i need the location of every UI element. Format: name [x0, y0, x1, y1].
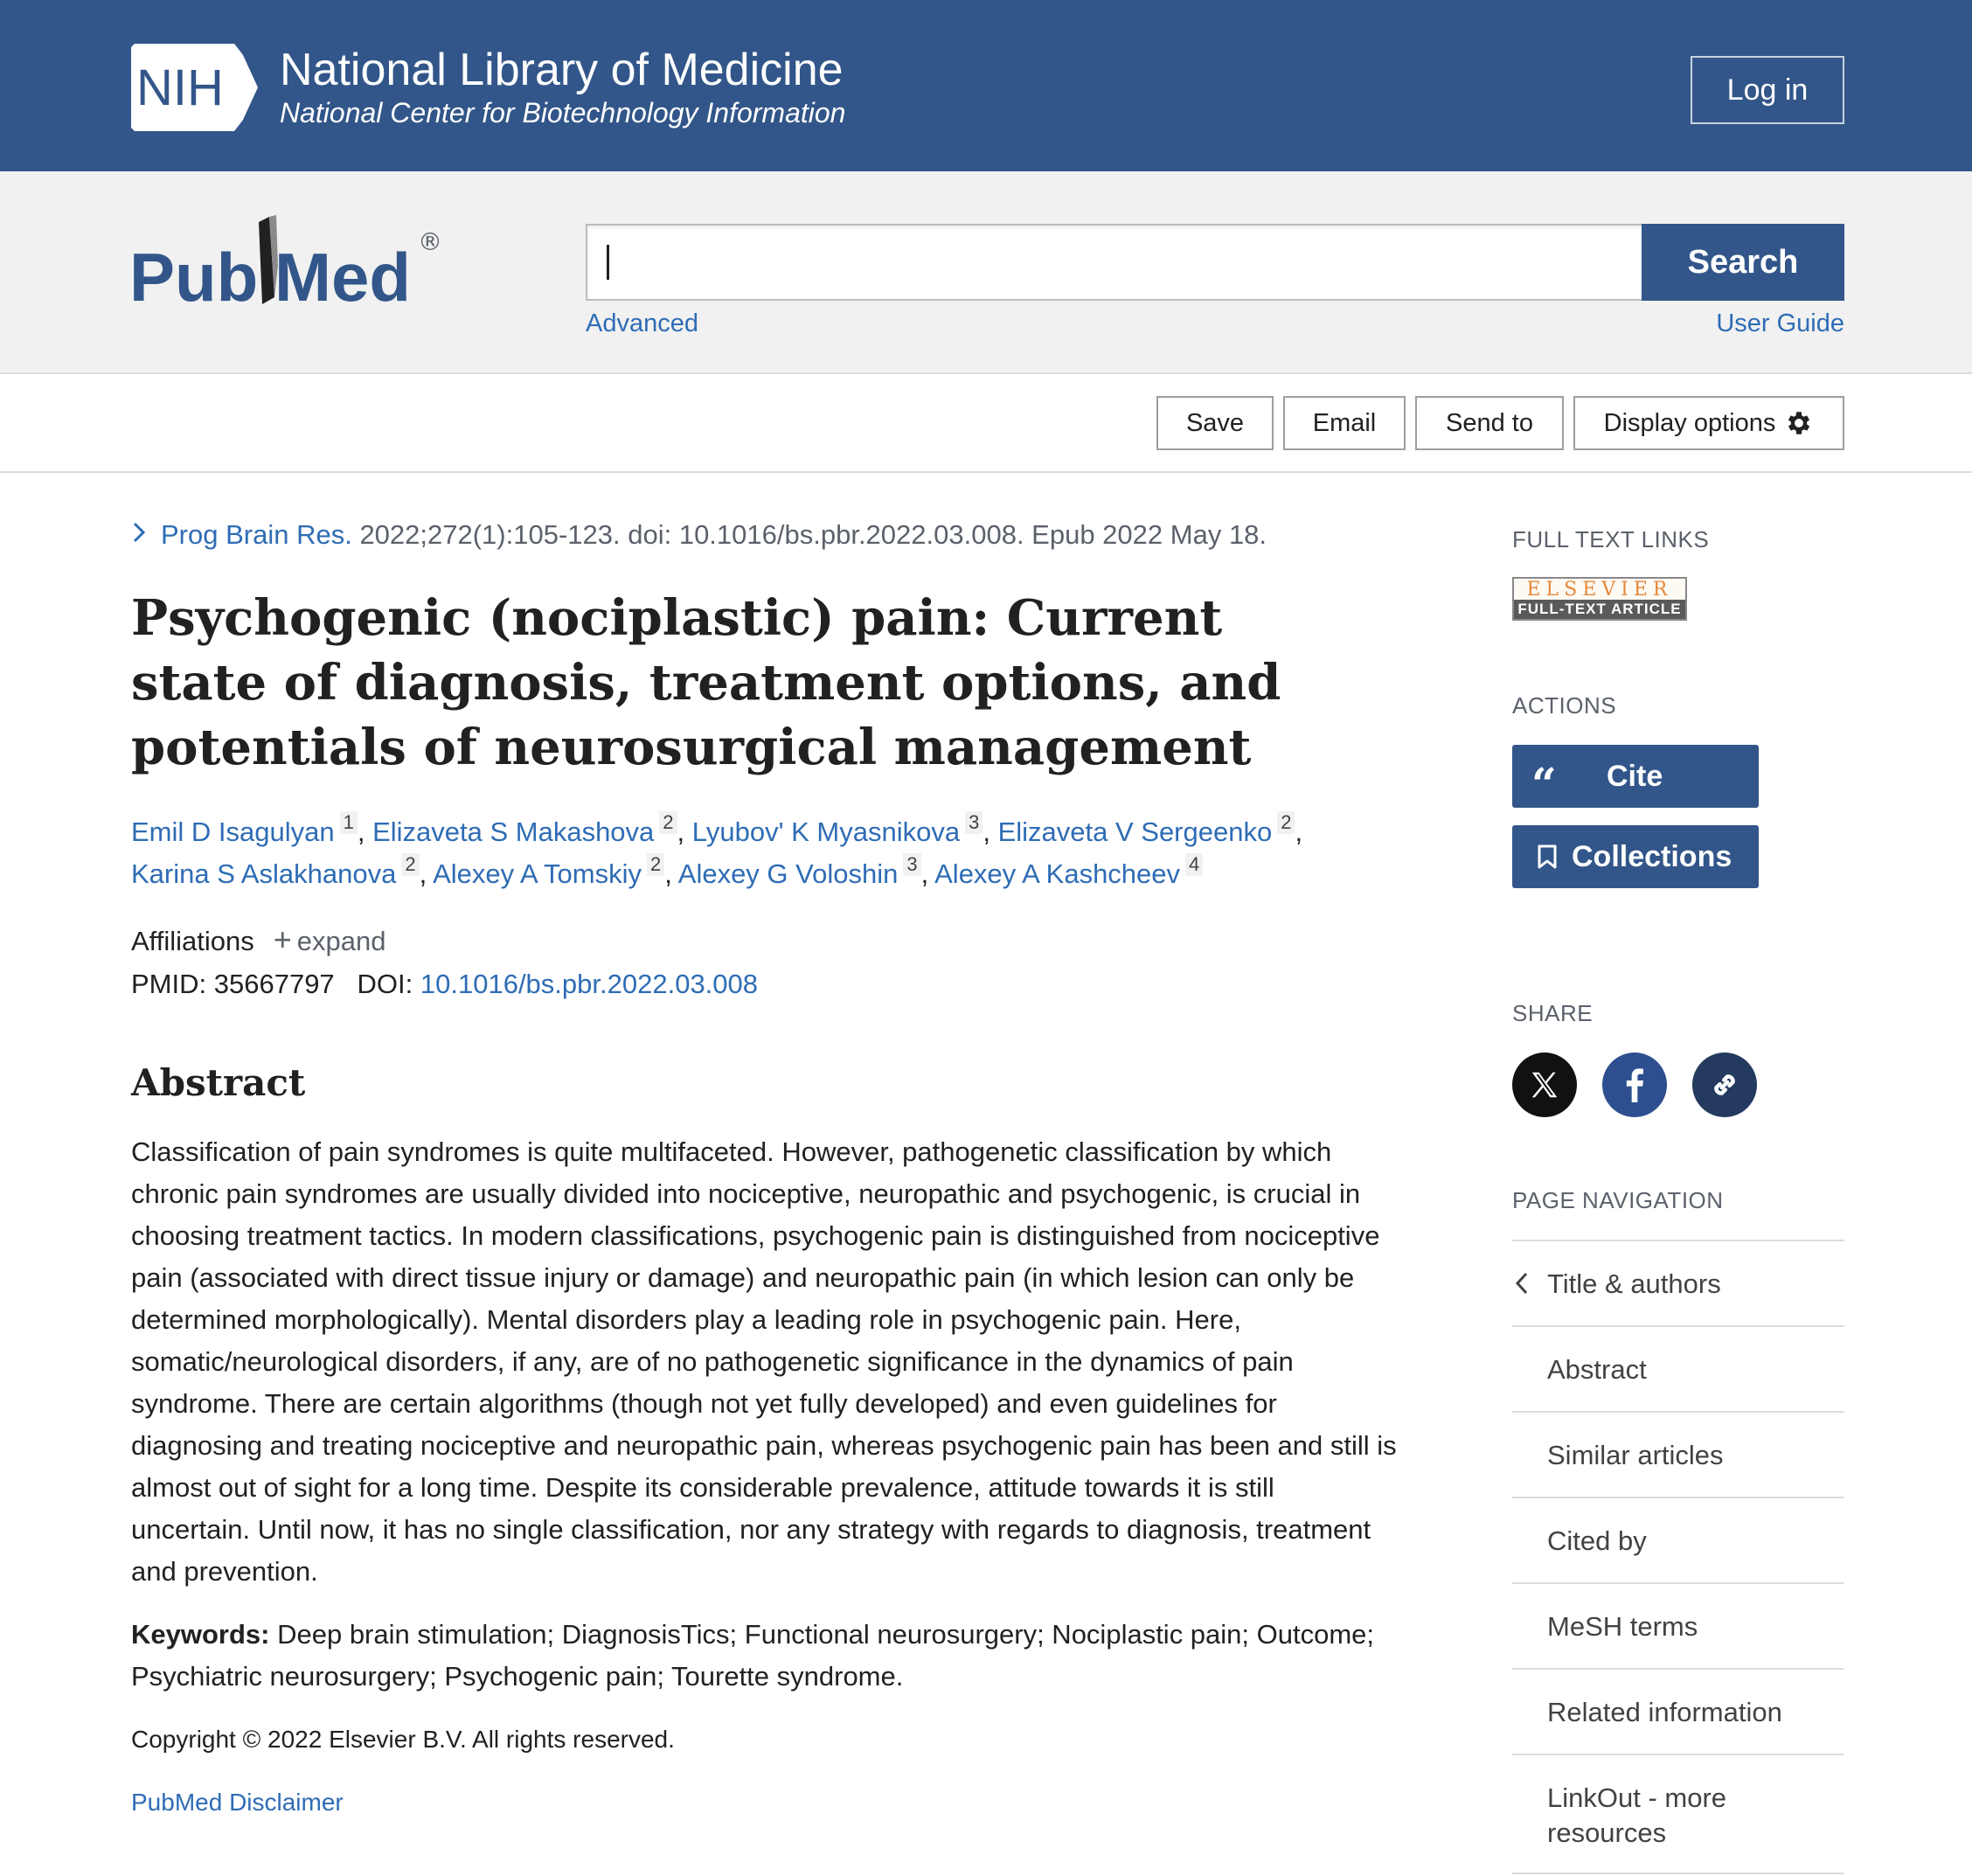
link-icon[interactable] [1692, 1053, 1757, 1117]
nav-linkout[interactable]: LinkOut - more resources [1547, 1782, 1727, 1848]
pmid-label: PMID: [131, 969, 207, 999]
text-caret [607, 245, 609, 280]
copyright-notice: Copyright © 2022 Elsevier B.V. All rights reserved. [131, 1726, 675, 1753]
citation-details: 2022;272(1):105-123. doi: 10.1016/bs.pbr.2022.03.008. Epub 2022 May 18. [351, 519, 1267, 550]
affiliation-number[interactable]: 2 [647, 853, 664, 876]
abstract-heading: Abstract [131, 1061, 306, 1104]
keywords-list: Deep brain stimulation; DiagnosisTics; Functional neurosurgery; Nociplastic pain; Outcome; Psychiatric neurosurgery; Psychogenic pain; Tourette syndrome. [131, 1619, 1375, 1692]
affiliation-number[interactable]: 2 [1277, 811, 1295, 834]
search-button[interactable]: Search [1642, 224, 1844, 301]
nav-mesh-terms[interactable]: MeSH terms [1547, 1611, 1698, 1642]
plus-icon[interactable]: + [273, 921, 292, 957]
identifiers-row [131, 969, 758, 1000]
actions-heading: ACTIONS [1512, 692, 1617, 719]
quote-icon: “ [1531, 758, 1557, 809]
author-list: Emil D Isagulyan $^1$ , Elizaveta S Makashova $^2$ , Lyubov' K Myasnikova $^3$ , Elizaveta V Sergeenko $^2$ , Karina S Aslakhanova $^2$ , Alexey A Tomskiy $^2$ , Alexey G Voloshin $^3$ , Alexey A Kashcheev $^4$ [131, 811, 1303, 889]
affiliation-number[interactable]: 4 [1185, 853, 1203, 876]
cite-label: Cite [1607, 759, 1663, 793]
nav-divider [1512, 1497, 1844, 1498]
display-options-button[interactable] [1573, 396, 1844, 450]
affiliation-number[interactable]: 3 [903, 853, 920, 876]
journal-link[interactable]: Prog Brain Res. [161, 519, 352, 550]
nav-title-authors[interactable]: Title & authors [1547, 1268, 1721, 1299]
user-guide-link[interactable]: User Guide [1716, 309, 1844, 337]
citation-line [131, 519, 1267, 551]
pmid-value: 35667797 [213, 969, 335, 999]
nav-divider [1512, 1873, 1844, 1874]
nav-divider [1512, 1325, 1844, 1327]
author-link[interactable]: Elizaveta S Makashova [372, 816, 655, 847]
facebook-icon[interactable] [1602, 1053, 1667, 1117]
full-text-links-heading: FULL TEXT LINKS [1512, 526, 1710, 552]
collections-button[interactable] [1512, 825, 1759, 888]
svg-text:®: ® [418, 227, 442, 256]
keywords-label: Keywords: [131, 1619, 270, 1650]
nav-divider [1512, 1411, 1844, 1413]
nih-title[interactable]: National Library of Medicine [280, 45, 844, 95]
display-options-label: Display options [1603, 408, 1776, 437]
bookmark-icon [1537, 844, 1558, 870]
chevron-left-icon [1514, 1271, 1531, 1296]
author-link[interactable]: Lyubov' K Myasnikova [691, 816, 961, 847]
abstract-text: Classification of pain syndromes is quite multifaceted. However, pathogenetic classification by which chronic pain syndromes are usually divided into nociceptive, neuropathic and psychogenic, is crucial in choosing treatment tactics. In modern classifications, psychogenic pain is distinguished from nociceptive pain (associated with direct tissue injury or damage) and neuropathic pain (in which lesion can only be determined morphologically). Mental disorders play a leading role in psychogenic pain. Here, somatic/neurological disorders, if any, are of no pathogenetic significance in the dynamics of pain syndrome. There are certain algorithms (though not yet fully developed) and even guidelines for diagnosing and treating nociceptive and neuropathic pain, whereas psychogenic pain has been and still is almost out of sight for a long time. Despite its considerable prevalence, attitude towards it is still uncertain. Until now, it has no single classification, nor any strategy with regards to diagnosis, treatment and prevention. [131, 1136, 1397, 1587]
chevron-right-icon[interactable] [131, 519, 150, 551]
doi-link[interactable]: 10.1016/bs.pbr.2022.03.008 [420, 969, 759, 999]
pubmed-logo[interactable] [129, 213, 453, 325]
cite-button[interactable] [1512, 745, 1759, 808]
author-link[interactable]: Alexey A Tomskiy [433, 858, 642, 889]
advanced-search-link[interactable]: Advanced [586, 309, 698, 337]
doi-label: DOI: [357, 969, 413, 999]
author-link[interactable]: Elizaveta V Sergeenko [997, 816, 1273, 847]
author-link[interactable]: Alexey A Kashcheev [934, 858, 1181, 889]
nav-related-information[interactable]: Related information [1547, 1697, 1782, 1727]
affiliation-number[interactable]: 1 [340, 811, 358, 834]
author-link[interactable]: Karina S Aslakhanova [131, 858, 397, 889]
affiliation-number[interactable]: 2 [659, 811, 677, 834]
keywords [131, 1614, 1399, 1698]
nih-subtitle[interactable]: National Center for Biotechnology Information [280, 97, 846, 129]
nav-divider [1512, 1582, 1844, 1584]
nav-divider [1512, 1668, 1844, 1670]
elsevier-full-text-link[interactable] [1512, 577, 1687, 621]
login-button[interactable]: Log in [1691, 56, 1844, 124]
affiliation-number[interactable]: 2 [401, 853, 419, 876]
affiliation-number[interactable]: 3 [965, 811, 983, 834]
article-title: Psychogenic (nociplastic) pain: Current state of diagnosis, treatment options, and potentials of neurosurgical management [131, 589, 1281, 776]
save-button[interactable]: Save [1156, 396, 1274, 450]
search-input[interactable] [586, 224, 1643, 301]
share-heading: SHARE [1512, 1000, 1594, 1026]
expand-affiliations-toggle[interactable]: expand [296, 926, 386, 956]
x-icon[interactable] [1512, 1053, 1577, 1117]
collections-label: Collections [1572, 839, 1732, 873]
nav-divider [1512, 1754, 1844, 1755]
pubmed-disclaimer-link[interactable]: PubMed Disclaimer [131, 1789, 344, 1816]
page-navigation-heading: PAGE NAVIGATION [1512, 1187, 1724, 1213]
svg-text:Pub: Pub [129, 239, 259, 316]
nih-logo[interactable] [131, 44, 268, 131]
nav-cited-by[interactable]: Cited by [1547, 1525, 1647, 1556]
affiliations-row [131, 921, 385, 958]
send-to-button[interactable]: Send to [1415, 396, 1564, 450]
nav-divider [1512, 1240, 1844, 1241]
elsevier-caption: FULL-TEXT ARTICLE [1514, 600, 1685, 619]
svg-text:Med: Med [274, 239, 411, 316]
nih-logo-text: NIH [136, 59, 224, 116]
author-link[interactable]: Emil D Isagulyan [131, 816, 335, 847]
gear-icon [1784, 408, 1814, 438]
author-link[interactable]: Alexey G Voloshin [677, 858, 899, 889]
email-button[interactable]: Email [1283, 396, 1406, 450]
affiliations-label: Affiliations [131, 926, 254, 956]
nav-similar-articles[interactable]: Similar articles [1547, 1440, 1724, 1470]
elsevier-wordmark: ELSEVIER [1514, 579, 1685, 600]
nav-abstract[interactable]: Abstract [1547, 1354, 1647, 1385]
